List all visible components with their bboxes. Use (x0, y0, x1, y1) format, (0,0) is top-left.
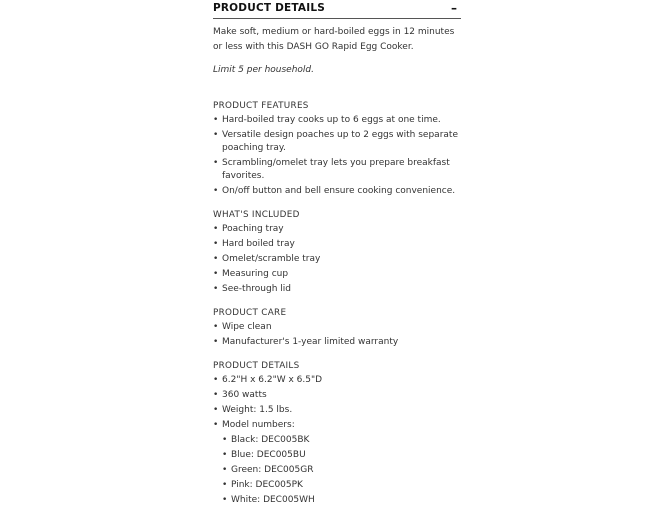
care-section (213, 306, 461, 349)
features-list (213, 114, 461, 198)
list-item: • Hard-boiled tray cooks up to 6 eggs at one time. (213, 114, 461, 127)
list-item: • Hard boiled tray (213, 238, 461, 251)
product-intro: Make soft, medium or hard-boiled eggs in 12 minutes or less with this DASH GO Rapid Egg Cooker. (213, 27, 455, 52)
product-details-panel (213, 0, 461, 509)
list-item: • Omelet/scramble tray (213, 253, 461, 266)
list-item: • 6.2"H x 6.2"W x 6.5"D (213, 374, 461, 387)
list-item: • Versatile design poaches up to 2 eggs with separate poaching tray. (213, 129, 461, 155)
model-number-item: • Green: DEC005GR (222, 464, 461, 477)
collapse-minus-icon[interactable]: – (451, 1, 457, 15)
care-heading: PRODUCT CARE (213, 308, 287, 318)
purchase-limit-note: Limit 5 per household. (213, 65, 314, 75)
model-number-item: • White: DEC005WH (222, 494, 461, 507)
model-number-item: • Blue: DEC005BU (222, 449, 461, 462)
model-numbers-label: Model numbers: (222, 420, 295, 430)
list-item: • On/off button and bell ensure cooking convenience. (213, 185, 461, 198)
list-item: • Measuring cup (213, 268, 461, 281)
included-heading: WHAT'S INCLUDED (213, 210, 300, 220)
included-list (213, 223, 461, 296)
list-item: • Wipe clean (213, 321, 461, 334)
details-section (213, 359, 461, 507)
model-number-item: • Black: DEC005BK (222, 434, 461, 447)
model-numbers-list (222, 434, 461, 507)
list-item: • Weight: 1.5 lbs. (213, 404, 461, 417)
care-list (213, 321, 461, 349)
model-number-item: • Pink: DEC005PK (222, 479, 461, 492)
list-item: • Manufacturer's 1-year limited warranty (213, 336, 461, 349)
features-section (213, 99, 461, 198)
list-item: • Scrambling/omelet tray lets you prepare breakfast favorites. (213, 157, 461, 183)
included-section (213, 208, 461, 296)
features-heading: PRODUCT FEATURES (213, 101, 309, 111)
details-list (213, 374, 461, 507)
list-item: • Poaching tray (213, 223, 461, 236)
list-item: • 360 watts (213, 389, 461, 402)
details-heading: PRODUCT DETAILS (213, 361, 300, 371)
accordion-header[interactable] (213, 0, 461, 19)
list-item-model-numbers (213, 419, 461, 507)
list-item: • See-through lid (213, 283, 461, 296)
accordion-title: PRODUCT DETAILS (213, 2, 325, 14)
